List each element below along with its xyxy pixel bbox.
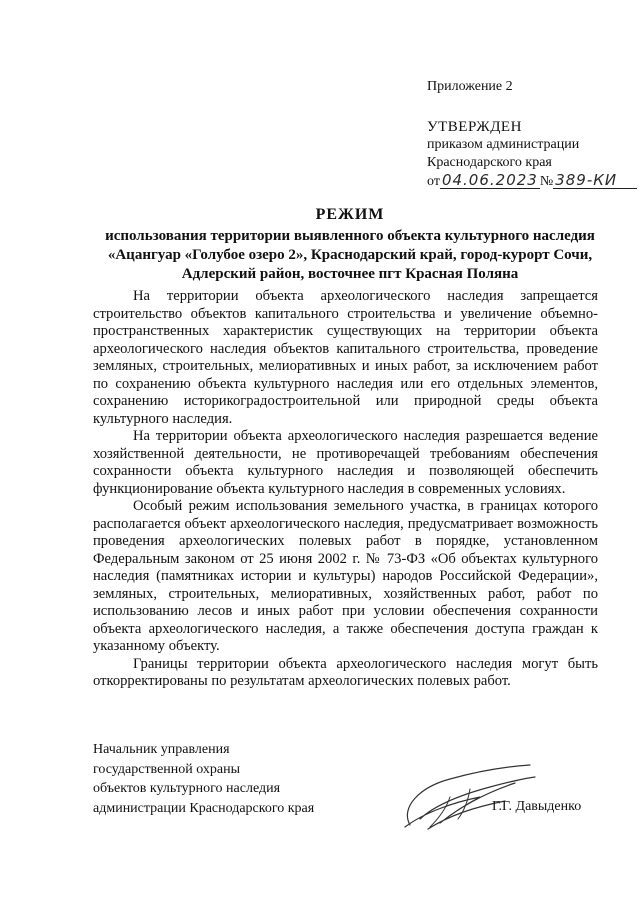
paragraph-boundaries: Границы территории объекта археологического наследия могут быть откорректированы по результатам археологических полевых работ. bbox=[93, 655, 598, 689]
signatory-name: Г.Г. Давыденко bbox=[492, 799, 582, 814]
annex-label: Приложение 2 bbox=[427, 79, 513, 94]
document-title bbox=[95, 205, 605, 284]
title-line-3: Адлерский район, восточнее пгт Красная Поляна bbox=[181, 266, 519, 282]
date-prefix: от bbox=[427, 174, 440, 189]
handwritten-signature bbox=[380, 757, 540, 835]
signatory-position bbox=[93, 740, 314, 818]
handwritten-date: 04.06.2023 bbox=[441, 171, 538, 189]
region-line: Краснодарского края bbox=[427, 155, 552, 170]
title-main: РЕЖИМ bbox=[315, 206, 385, 223]
signatory-line-3: объектов культурного наследия bbox=[93, 781, 281, 796]
title-line-1: использования территории выявленного объекта культурного наследия bbox=[105, 228, 595, 244]
handwritten-number: 389-КИ bbox=[553, 172, 637, 189]
signatory-line-1: Начальник управления bbox=[93, 742, 230, 757]
order-line: приказом администрации bbox=[427, 137, 580, 152]
number-prefix: № bbox=[539, 174, 554, 189]
date-number-line bbox=[427, 172, 637, 191]
paragraph-prohibitions: На территории объекта археологического наследия запрещается строительство объектов капитального строительства и увеличение объемно-пространственных характеристик существующих на территории объекта археологического наследия объектов капитального строительства, проведение земляных, строительных, мелиоративных и иных работ, за исключением работ по сохранению объекта культурного наследия или его отдельных элементов, сохранению историкоградостроительной или природной среды объекта культурного наследия. bbox=[93, 288, 598, 427]
document-body bbox=[93, 288, 598, 691]
signatory-line-2: государственной охраны bbox=[93, 761, 241, 777]
title-line-2: «Ацангуар «Голубое озеро 2», Краснодарский край, город-курорт Сочи, bbox=[107, 247, 593, 263]
signatory-line-4: администрации Краснодарского края bbox=[93, 800, 315, 816]
paragraph-permissions: На территории объекта археологического наследия разрешается ведение хозяйственной деятельности, не противоречащей требованиям обеспечения сохранности объекта культурного наследия и позволяющей обеспечить функционирование объекта культурного наследия в современных условиях. bbox=[93, 428, 598, 497]
paragraph-special-regime: Особый режим использования земельного участка, в границах которого располагается объект археологического наследия, предусматривает возможность проведения археологических полевых работ в порядке, установленном Федеральным законом от 25 июня 2002 г. № 73-ФЗ «Об объектах культурного наследия (памятниках истории и культуры) народов Российской Федерации», земляных, строительных, мелиоративных, хозяйственных работ, работ по использованию лесов и иных работ при условии обеспечения сохранности объекта археологического наследия, а также обеспечения доступа граждан к указанному объекту. bbox=[93, 498, 598, 654]
approved-heading: УТВЕРЖДЕН bbox=[427, 119, 522, 135]
